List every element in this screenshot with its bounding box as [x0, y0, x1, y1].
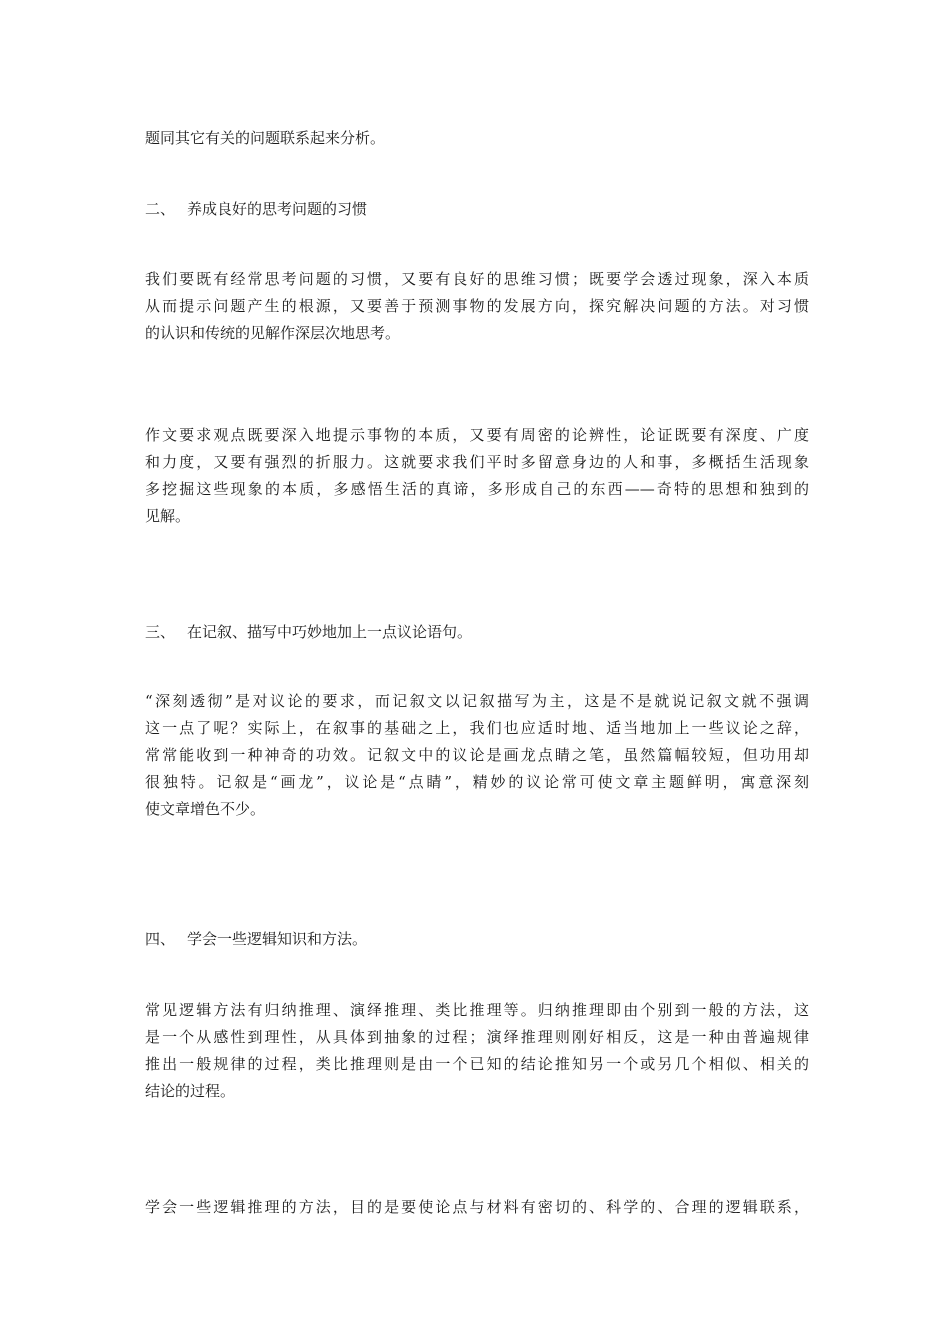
text-line: 常见逻辑方法有归纳推理、演绎推理、类比推理等。归纳推理即由个别到一般的方法，这 [145, 1001, 809, 1019]
text-line: 很独特。记叙是“画龙”，议论是“点睛”，精妙的议论常可使文章主题鲜明，寓意深刻 [145, 773, 809, 791]
text-line: 从而提示问题产生的根源，又要善于预测事物的发展方向，探究解决问题的方法。对习惯 [145, 297, 809, 315]
text-line: 推出一般规律的过程，类比推理则是由一个已知的结论推知另一个或另几个相似、相关的 [145, 1055, 809, 1073]
section-title: 在记叙、描写中巧妙地加上一点议论语句。 [187, 623, 473, 641]
text-line: 学会一些逻辑推理的方法，目的是要使论点与材料有密切的、科学的、合理的逻辑联系， [145, 1198, 809, 1216]
text-line: 使文章增色不少。 [145, 800, 266, 818]
paragraph-logic-purpose [145, 1194, 809, 1221]
paragraph-narrative-argument [145, 688, 809, 823]
paragraph-continuation [145, 125, 809, 152]
section-number: 三、 [145, 623, 176, 641]
text-line: 作文要求观点既要深入地提示事物的本质，又要有周密的论辨性，论证既要有深度、广度 [145, 426, 809, 444]
paragraph-essay-requirements [145, 422, 809, 530]
text-line: 见解。 [145, 507, 191, 525]
paragraph-thinking-habits [145, 266, 809, 347]
text-line: 结论的过程。 [145, 1082, 236, 1100]
text-line: “深刻透彻”是对议论的要求，而记叙文以记叙描写为主，这是不是就说记叙文就不强调 [145, 692, 809, 710]
paragraph-logic-methods [145, 997, 809, 1105]
text-line: 我们要既有经常思考问题的习惯，又要有良好的思维习惯；既要学会透过现象，深入本质 [145, 270, 809, 288]
section-title: 养成良好的思考问题的习惯 [187, 200, 368, 218]
section-heading-4 [145, 926, 809, 953]
text-line: 是一个从感性到理性，从具体到抽象的过程；演绎推理则刚好相反，这是一种由普遍规律 [145, 1028, 809, 1046]
text-line: 常常能收到一种神奇的功效。记叙文中的议论是画龙点睛之笔，虽然篇幅较短，但功用却 [145, 746, 809, 764]
text-line: 的认识和传统的见解作深层次地思考。 [145, 324, 401, 342]
section-number: 二、 [145, 200, 176, 218]
section-heading-2 [145, 196, 809, 223]
text-line: 这一点了呢？实际上，在叙事的基础之上，我们也应适时地、适当地加上一些议论之辞， [145, 719, 809, 737]
section-heading-3 [145, 619, 809, 646]
text-line: 和力度，又要有强烈的折服力。这就要求我们平时多留意身边的人和事，多概括生活现象 [145, 453, 809, 471]
text-line: 多挖掘这些现象的本质，多感悟生活的真谛，多形成自己的东西——奇特的思想和独到的 [145, 480, 809, 498]
text-line: 题同其它有关的问题联系起来分析。 [145, 129, 386, 147]
section-number: 四、 [145, 930, 176, 948]
section-title: 学会一些逻辑知识和方法。 [187, 930, 368, 948]
